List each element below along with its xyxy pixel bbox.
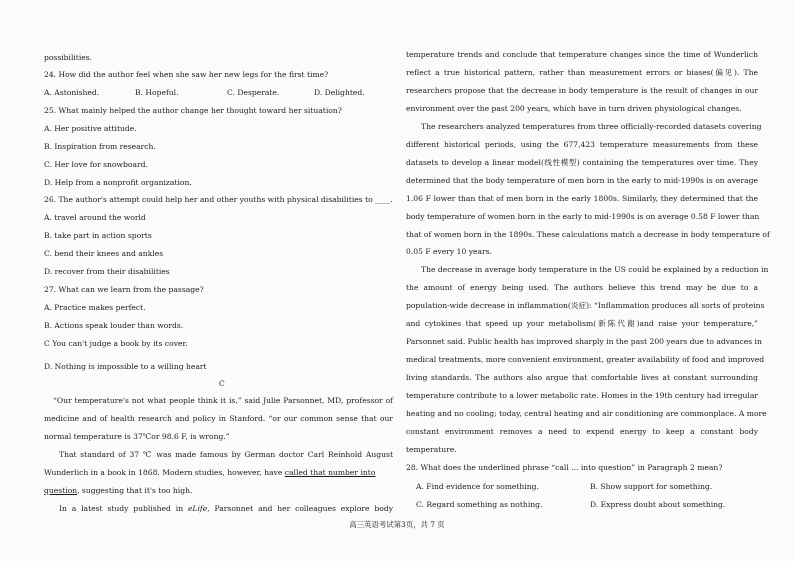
passage-text: , Parsonnet and her colleagues explore body bbox=[207, 504, 393, 513]
q26-option-d: D. recover from their disabilities bbox=[44, 267, 170, 276]
passage-c-line: “Our temperature's not what people think it is,” said Julie Parsonnet, MD, professor of bbox=[53, 396, 393, 405]
journal-name: eLife bbox=[187, 504, 208, 513]
q25-option-a: A. Her positive attitude. bbox=[44, 124, 137, 133]
q27-option-c: C You can't judge a book by its cover. bbox=[44, 339, 188, 348]
passage-c-line bbox=[59, 505, 393, 513]
q25-option-b: B. Inspiration from research. bbox=[44, 142, 156, 151]
question-26-stem: 26. The author's attempt could help her and other youths with physical disabilities to ____. bbox=[44, 195, 393, 204]
question-27-stem: 27. What can we learn from the passage? bbox=[44, 285, 204, 294]
passage-c-line: datasets to develop a linear model(线性模型) containing the temperatures over time. They bbox=[406, 158, 758, 167]
underlined-phrase: called that number into bbox=[284, 468, 376, 477]
passage-c-line: That standard of 37 ℃ was made famous by German doctor Carl Reinhold August bbox=[59, 450, 393, 459]
passage-c-line: medicine and of health research and policy in Stanford. “or our common sense that our bbox=[44, 414, 393, 423]
passage-c-line: The researchers analyzed temperatures from three officially-recorded datasets covering bbox=[421, 122, 762, 131]
passage-c-line: researchers propose that the decrease in body temperature is the result of changes in our bbox=[406, 86, 758, 95]
passage-c-line: and cytokines that speed up your metabolism(新陈代谢)and raise your temperature,” bbox=[406, 319, 758, 328]
passage-c-line: constant environment removes a need to expend energy to keep a constant body bbox=[406, 427, 758, 436]
passage-c-line: determined that the body temperature of men born in the early to mid-1990s is on average bbox=[406, 176, 758, 185]
passage-c-line bbox=[44, 487, 192, 495]
passage-text: In a latest study published in bbox=[59, 504, 188, 513]
passage-c-line: Parsonnet said. Public health has improved sharply in the past 200 years due to advances in bbox=[406, 337, 762, 346]
q27-option-b: B. Actions speak louder than words. bbox=[44, 321, 184, 330]
q28-option-d: D. Express doubt about something. bbox=[590, 500, 726, 509]
continuation-line: possibilities. bbox=[44, 53, 93, 62]
passage-c-line: population-wide decrease in inflammation(炎症): “Inflammation produces all sorts of proteins bbox=[406, 301, 765, 310]
passage-c-line: temperature contribute to a lower metabolic rate. Homes in the 19th century had irregular bbox=[406, 391, 758, 400]
q28-option-b: B. Show support for something. bbox=[590, 482, 713, 491]
passage-text: , suggesting that it's too high. bbox=[77, 486, 193, 495]
q26-option-c: C. bend their knees and ankles bbox=[44, 249, 164, 258]
q25-option-d: D. Help from a nonprofit organization. bbox=[44, 178, 192, 187]
passage-c-line: reflect a true historical pattern, rather than measurement errors or biases(偏见). The bbox=[406, 68, 758, 77]
passage-c-line: environment over the past 200 years, which have in turn driven physiological changes. bbox=[406, 104, 742, 113]
q28-option-c: C. Regard something as nothing. bbox=[416, 500, 543, 509]
passage-c-line: temperature trends and conclude that temperature changes since the time of Wunderlich bbox=[406, 50, 758, 59]
passage-c-line: normal temperature is 37℃or 98.6 F, is wrong.” bbox=[44, 432, 230, 441]
underlined-phrase: question bbox=[44, 486, 78, 495]
passage-c-line bbox=[44, 469, 375, 477]
passage-c-line: the amount of energy being used. The authors believe this trend may be due to a bbox=[406, 283, 758, 292]
q24-option-c: C. Desperate. bbox=[227, 88, 280, 97]
passage-c-line: body temperature of women born in the early to mid-1990s is on average 0.58 F lower than bbox=[406, 212, 760, 221]
q26-option-a: A. travel around the world bbox=[44, 213, 146, 222]
q27-option-d: D. Nothing is impossible to a willing heart bbox=[44, 362, 207, 371]
passage-c-line: medical treatments, more convenient environment, greater availability of food and improved bbox=[406, 355, 765, 364]
passage-c-line: different historical periods, using the 677,423 temperature measurements from these bbox=[406, 140, 758, 149]
q28-option-a: A. Find evidence for something. bbox=[416, 482, 539, 491]
q25-option-c: C. Her love for snowboard. bbox=[44, 160, 148, 169]
q26-option-b: B. take part in action sports bbox=[44, 231, 152, 240]
q27-option-a: A. Practice makes perfect. bbox=[44, 303, 146, 312]
passage-c-line: temperature. bbox=[406, 445, 457, 454]
page-footer: 高三英语考试第3页，共 7 页 bbox=[349, 520, 445, 529]
question-28-stem: 28. What does the underlined phrase “call ... into question” in Paragraph 2 mean? bbox=[406, 463, 723, 472]
passage-c-line: 0.05 F every 10 years. bbox=[406, 247, 492, 256]
q24-option-a: A. Astonished. bbox=[44, 88, 100, 97]
question-25-stem: 25. What mainly helped the author change her thought toward her situation? bbox=[44, 106, 342, 115]
passage-c-line: that of women born in the 1890s. These calculations match a decrease in body temperature of bbox=[406, 230, 770, 239]
passage-c-line: 1.06 F lower than that of men born in the early 1800s. Similarly, they determined that the bbox=[406, 194, 758, 203]
q24-option-d: D. Delighted. bbox=[314, 88, 365, 97]
passage-c-line: heating and no cooling; today, central heating and air conditioning are commonplace. A more bbox=[406, 409, 767, 418]
passage-c-line: living standards. The authors also argue that comfortable lives at constant surrounding bbox=[406, 373, 758, 382]
passage-c-line: The decrease in average body temperature in the US could be explained by a reduction in bbox=[421, 265, 769, 274]
q24-option-b: B. Hopeful. bbox=[135, 88, 179, 97]
question-24-stem: 24. How did the author feel when she saw her new legs for the first time? bbox=[44, 70, 329, 79]
passage-text: Wunderlich in a book in 1868. Modern studies, however, have bbox=[44, 468, 285, 477]
section-heading: C bbox=[219, 379, 225, 388]
